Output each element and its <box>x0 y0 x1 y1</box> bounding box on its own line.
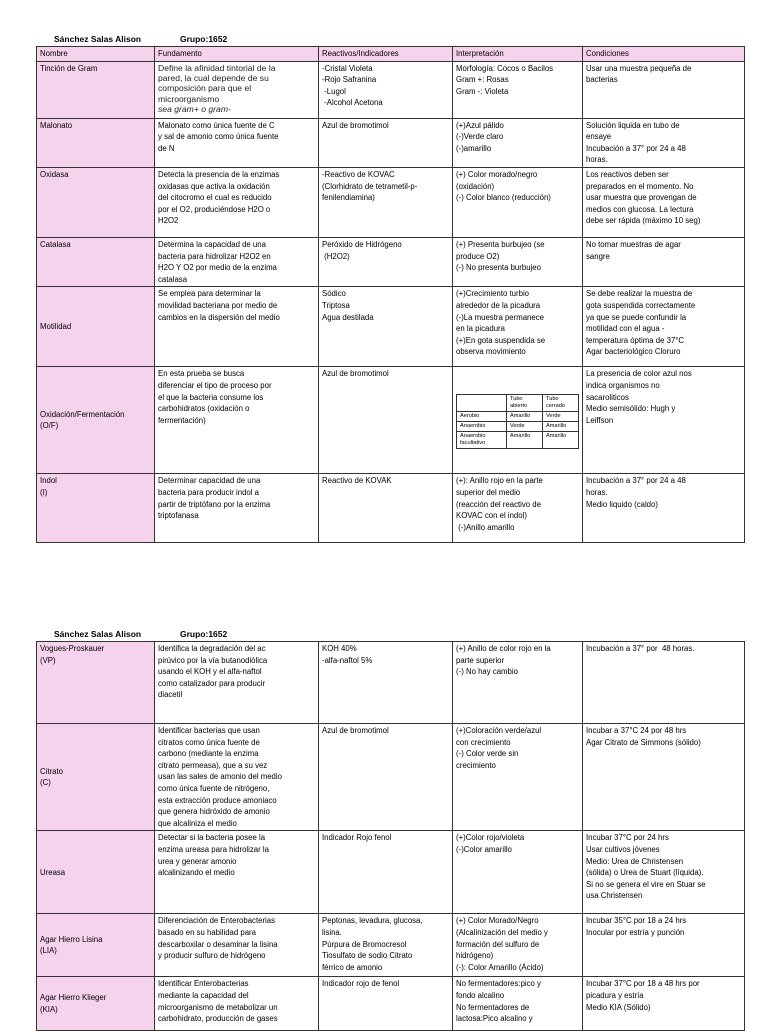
cell-line: Incubación a 37° por 24 a 48 <box>586 143 686 153</box>
cell-line: medios con glucosa. La lectura <box>586 204 694 214</box>
cell-line: Leiffson <box>586 415 614 425</box>
test-name-cell <box>37 474 155 543</box>
reactivos-cell <box>319 61 453 118</box>
cell-line: Se emplea para determinar la <box>158 289 261 299</box>
fundamento-cell <box>155 167 319 237</box>
cell-line: (reacción del reactivo de <box>456 499 541 509</box>
cell-line: -Rojo Safranina <box>322 75 377 85</box>
cell-line: (-) No presenta burbujeo <box>456 263 541 273</box>
condiciones-cell <box>583 914 745 977</box>
interpretacion-cell <box>453 287 583 367</box>
cell-line: por el O2, produciéndose H2O o <box>158 204 271 214</box>
reactivos-cell <box>319 237 453 286</box>
col-header: Interpretación <box>453 47 583 62</box>
condiciones-cell <box>583 167 745 237</box>
cell-line: usa Christensen <box>586 891 643 901</box>
cell-line: Se debe realizar la muestra de <box>586 289 693 299</box>
cell-line: Incubación a 37° por 24 a 48 <box>586 476 686 486</box>
cell-line: gota suspendida correctamente <box>586 300 696 310</box>
reactivos-cell <box>319 118 453 167</box>
page1-header <box>54 34 227 44</box>
cell-line: (+)Crecimiento turbio <box>456 289 530 299</box>
cell-line: lactosa:Pico alcalino y <box>456 1014 533 1024</box>
condiciones-cell <box>583 831 745 914</box>
cell-line: temperatura óptima de 37°C <box>586 335 685 345</box>
fundamento-cell <box>155 61 319 118</box>
cell-line: picadura y estría <box>586 990 644 1000</box>
condiciones-cell <box>583 237 745 286</box>
cell-line: (KIA) <box>40 1004 58 1014</box>
cell-line: formación del sulfuro de <box>456 939 540 949</box>
cell-line: (I) <box>40 487 48 497</box>
cell-line: Oxidación/Fermentación <box>40 409 125 419</box>
cell-line: oxidasas que activa la oxidación <box>158 181 270 191</box>
mini-cell: Verde <box>543 412 579 422</box>
cell-line: Reactivo de KOVAK <box>322 476 392 486</box>
condiciones-cell <box>583 287 745 367</box>
condiciones-cell <box>583 61 745 118</box>
cell-line: No fermentadores de <box>456 1002 530 1012</box>
fundamento-cell <box>155 118 319 167</box>
cell-line: urea y generar amonio <box>158 856 237 866</box>
cell-line: Indicador Rojo fenol <box>322 833 392 843</box>
test-name-cell <box>37 287 155 367</box>
cell-line: (+) Color Morado/Negro <box>456 916 539 926</box>
cell-line: Identificar Enterobacterias <box>158 979 249 989</box>
cell-line: Si no se genera el vire en Stuar se <box>586 879 706 889</box>
cell-line: microorganismo de metabolizar un <box>158 1002 278 1012</box>
cell-line: Oxidasa <box>40 169 69 179</box>
cell-line: descarboxilar o desaminar la lisina <box>158 939 278 949</box>
cell-line: fondo alcalino <box>456 990 505 1000</box>
interpretacion-cell <box>453 118 583 167</box>
cell-line: KOVAC con el indol) <box>456 511 527 521</box>
condiciones-cell <box>583 642 745 724</box>
fundamento-cell <box>155 831 319 914</box>
table-row <box>37 367 745 474</box>
cell-line: usando el KOH y el alfa-naftol <box>158 667 262 677</box>
cell-line: debe ser rápida (máximo 10 seg) <box>586 216 701 226</box>
table-row <box>37 831 745 914</box>
cell-line: No fermentadores:pico y <box>456 979 541 989</box>
table-row <box>37 724 745 831</box>
test-name-cell <box>37 642 155 724</box>
cell-line: -alfa-naftol 5% <box>322 655 373 665</box>
cell-line: Usar una muestra pequeña de <box>586 63 692 73</box>
cell-line: como única fuente de nitrógeno, <box>158 783 270 793</box>
cell-line: (-)Anillo amarillo <box>456 522 515 532</box>
cell-line: microorganismo <box>158 93 220 104</box>
mini-cell: Verde <box>507 422 543 432</box>
cell-line: diacetil <box>158 690 183 700</box>
table-row <box>37 914 745 977</box>
cell-line: hidrógeno) <box>456 951 494 961</box>
cell-line: ya que se puede confundir la <box>586 312 687 322</box>
cell-line: horas. <box>586 487 608 497</box>
cell-line: En esta prueba se busca <box>158 369 245 379</box>
reactivos-cell <box>319 724 453 831</box>
cell-line: Indol <box>40 476 57 486</box>
fundamento-cell <box>155 474 319 543</box>
table-row <box>457 412 579 422</box>
cell-line: Agar bacteriológico Cloruro <box>586 347 681 357</box>
table-row <box>37 642 745 724</box>
cell-line: (-)La muestra permanece <box>456 312 544 322</box>
mini-cell: Tubo cerrado <box>543 395 579 412</box>
mini-cell: Amarillo <box>507 412 543 422</box>
table-header-row <box>37 47 745 62</box>
cell-line: composición para que el <box>158 83 252 94</box>
cell-line: mediante la capacidad del <box>158 990 249 1000</box>
cell-line: en la picadura <box>456 324 505 334</box>
cell-line: triptofanasa <box>158 511 199 521</box>
condiciones-cell <box>583 977 745 1031</box>
condiciones-cell <box>583 474 745 543</box>
cell-line: -Alcohol Acetona <box>322 98 383 108</box>
cell-line: parte superior <box>456 655 505 665</box>
cell-line: basado en su habilidad para <box>158 927 256 937</box>
test-name-cell <box>37 237 155 286</box>
table-row <box>37 237 745 286</box>
cell-line: cambios en la dispersión del medio <box>158 312 280 322</box>
cell-line: Gram +: Rosas <box>456 75 509 85</box>
interpretacion-cell <box>453 367 583 474</box>
cell-line: Determina la capacidad de una <box>158 239 266 249</box>
fundamento-cell <box>155 287 319 367</box>
test-name-cell <box>37 118 155 167</box>
cell-line: bacteria para producir indol a <box>158 487 259 497</box>
cell-line: Malonato como única fuente de C <box>158 120 275 130</box>
cell-line: (-)Color amarillo <box>456 844 512 854</box>
cell-line: Ureasa <box>40 867 66 877</box>
cell-line: usan las sales de amonio del medio <box>158 772 282 782</box>
interpretacion-cell <box>453 977 583 1031</box>
cell-line: Medio: Urea de Christensen <box>586 856 684 866</box>
cell-line: Identificar bacterias que usan <box>158 726 260 735</box>
cell-line: La presencia de color azul nos <box>586 369 692 379</box>
cell-line: Tinción de Gram <box>40 63 98 73</box>
cell-line: Tiosulfato de sodio Citrato <box>322 951 413 961</box>
cell-line: carbohidratos (oxidación o <box>158 404 250 414</box>
cell-line: Peróxido de Hidrógeno <box>322 239 402 249</box>
group-label: Grupo:1652 <box>180 34 228 44</box>
cell-line: No tomar muestras de agar <box>586 239 681 249</box>
cell-line: Los reactivos deben ser <box>586 169 669 179</box>
interpretacion-cell <box>453 237 583 286</box>
cell-line: pirúvico por la vía butanodiólica <box>158 655 268 665</box>
cell-line: Vogues-Proskauer <box>40 644 105 653</box>
cell-line: H2O2 <box>158 216 179 226</box>
table-row <box>37 287 745 367</box>
table-row <box>457 422 579 432</box>
cell-line: esta extracción produce amoniaco <box>158 795 277 805</box>
cell-line: diferenciar el tipo de proceso por <box>158 380 272 390</box>
cell-line: (-)Verde claro <box>456 132 504 142</box>
cell-line: Medio semisólido: Hugh y <box>586 404 676 414</box>
mini-cell: Amarillo <box>507 432 543 449</box>
cell-line: Medio liquido (caldo) <box>586 499 658 509</box>
cell-line: Sódico <box>322 289 346 299</box>
cell-line: alcalinizando el medio <box>158 868 235 878</box>
cell-line: Detecta la presencia de la enzimas <box>158 169 280 179</box>
cell-line: sacaroliticos <box>586 392 629 402</box>
reactivos-cell <box>319 367 453 474</box>
cell-line: Incubación a 37° por 48 horas. <box>586 644 695 653</box>
cell-line: (+)Color rojo/violeta <box>456 833 525 843</box>
cell-line: del citocromo el cual es reducido <box>158 193 272 203</box>
condiciones-cell <box>583 724 745 831</box>
mini-cell <box>457 395 507 412</box>
cell-line: Agar Citrato de Simmons (sólido) <box>586 737 701 747</box>
cell-line: superior del medio <box>456 487 521 497</box>
cell-line: lisina. <box>322 927 342 937</box>
cell-line: citrato permeasa), que a su vez <box>158 760 268 770</box>
student-name: Sánchez Salas Alison <box>54 34 142 44</box>
cell-line: movilidad bacteriana por medio de <box>158 300 278 310</box>
condiciones-cell <box>583 367 745 474</box>
cell-line: Medio KIA (Sólido) <box>586 1002 651 1012</box>
cell-line: Incubar 37°C por 18 a 48 hrs por <box>586 979 700 989</box>
mini-cell: Amarillo <box>543 432 579 449</box>
fundamento-cell <box>155 237 319 286</box>
cell-line: motilidad con el agua - <box>586 324 665 334</box>
cell-line: (Clorhidrato de tetrametil-p- <box>322 181 418 191</box>
cell-line: carbono (mediante la enzima <box>158 749 259 759</box>
cell-line: -Cristal Violeta <box>322 63 373 73</box>
cell-line: (+) Presenta burbujeo (se <box>456 239 545 249</box>
cell-line: ensaye <box>586 132 612 142</box>
interpretacion-cell <box>453 167 583 237</box>
cell-line: (-) Color verde sin <box>456 749 519 759</box>
cell-line: (O/F) <box>40 421 59 431</box>
cell-line: (-) No hay cambio <box>456 667 518 677</box>
cell-line: -Lugol <box>322 86 346 96</box>
cell-line: (VP) <box>40 655 56 665</box>
cell-line: (+)Coloración verde/azul <box>456 726 542 735</box>
cell-line: usar muestra que provengan de <box>586 193 697 203</box>
cell-line: observa movimiento <box>456 347 526 357</box>
cell-line: Triptosa <box>322 300 350 310</box>
cell-line: Azul de bromotimol <box>322 726 389 735</box>
interpretacion-cell <box>453 642 583 724</box>
cell-line: Incubar 35°C por 18 a 24 hrs <box>586 916 687 926</box>
cell-line: (oxidación) <box>456 181 495 191</box>
table-row <box>37 977 745 1031</box>
interpretacion-cell <box>453 724 583 831</box>
cell-line: y producir sulfuro de hidrógeno <box>158 951 266 961</box>
interpretacion-cell <box>453 474 583 543</box>
cell-line: Detectar si la bacteria posee la <box>158 833 266 843</box>
cell-line: Incubar 37°C por 24 hrs <box>586 833 669 843</box>
fundamento-cell <box>155 367 319 474</box>
table-row <box>457 395 579 412</box>
cell-line: sea gram+ o gram- <box>158 104 231 115</box>
cell-line: Indicador rojo de fenol <box>322 979 400 989</box>
cell-line: Diferenciación de Enterobacterias <box>158 916 276 926</box>
cell-line: (+)En gota suspendida se <box>456 335 546 345</box>
table-row <box>37 118 745 167</box>
interpretacion-cell <box>453 61 583 118</box>
cell-line: Agua destilada <box>322 312 374 322</box>
condiciones-cell <box>583 118 745 167</box>
cell-line: Morfología: Cocos o Bacilos <box>456 63 554 73</box>
col-header: Reactivos/Indicadores <box>319 47 453 62</box>
cell-line: el que la bacteria consume los <box>158 392 264 402</box>
cell-line: sangre <box>586 251 610 261</box>
cell-line: enzima ureasa para hidrolizar la <box>158 844 269 854</box>
cell-line: KOH 40% <box>322 644 357 653</box>
cell-line: Inocular por estría y punción <box>586 927 685 937</box>
table-row <box>37 474 745 543</box>
group-label: Grupo:1652 <box>180 629 228 639</box>
cell-line: Motilidad <box>40 322 72 332</box>
cell-line: Azul de bromotimol <box>322 120 389 130</box>
cell-line: (+) Anillo de color rojo en la <box>456 644 551 653</box>
cell-line: (+): Anillo rojo en la parte <box>456 476 543 486</box>
cell-line: -Reactivo de KOVAC <box>322 169 395 179</box>
col-header: Condiciones <box>583 47 745 62</box>
cell-line: Identifica la degradación del ac <box>158 644 266 653</box>
col-header: Nombre <box>37 47 155 62</box>
fundamento-cell <box>155 642 319 724</box>
cell-line: (sólida) o Urea de Stuart (líquida). <box>586 868 704 878</box>
cell-line: Solución liquida en tubo de <box>586 120 680 130</box>
cell-line: crecimiento <box>456 760 496 770</box>
cell-line: indica organismos no <box>586 380 660 390</box>
cell-line: Gram -: Violeta <box>456 86 509 96</box>
cell-line: catalasa <box>158 274 188 284</box>
cell-line: carbohidrato, producción de gases <box>158 1014 278 1024</box>
page1-table <box>36 46 745 543</box>
cell-line: y sal de amonio como única fuente <box>158 132 279 142</box>
cell-line: partir de triptófano por la enzima <box>158 499 271 509</box>
cell-line: férrico de amonio <box>322 962 383 972</box>
table-row <box>37 167 745 237</box>
cell-line: Catalasa <box>40 239 71 249</box>
cell-line: Determinar capacidad de una <box>158 476 261 486</box>
cell-line: (Alcalinización del medio y <box>456 927 548 937</box>
cell-line: (LIA) <box>40 946 57 956</box>
cell-line: fermentación) <box>158 415 206 425</box>
reactivos-cell <box>319 914 453 977</box>
cell-line: con crecimiento <box>456 737 511 747</box>
reactivos-cell <box>319 167 453 237</box>
cell-line: Azul de bromotimol <box>322 369 389 379</box>
interpretacion-cell <box>453 914 583 977</box>
test-name-cell <box>37 61 155 118</box>
cell-line: fenilendiamina) <box>322 193 375 203</box>
cell-line: (-) Color blanco (reducción) <box>456 193 551 203</box>
cell-line: bacterias <box>586 75 618 85</box>
cell-line: que alcaliniza el medio <box>158 818 237 828</box>
table-row <box>37 61 745 118</box>
cell-line: (H2O2) <box>322 251 350 261</box>
of-result-table <box>456 394 579 449</box>
test-name-cell <box>37 831 155 914</box>
mini-cell: Amarillo <box>543 422 579 432</box>
cell-line: Define la afinidad tintorial de la <box>158 62 276 73</box>
cell-line: Agar Hierro Klieger <box>40 993 107 1003</box>
col-header: Fundamento <box>155 47 319 62</box>
cell-line: Agar Hierro Lisina <box>40 934 103 944</box>
cell-line: Incubar a 37°C 24 por 48 hrs <box>586 726 687 735</box>
mini-cell: Tubo abierto <box>507 395 543 412</box>
cell-line: (-)amarillo <box>456 143 492 153</box>
reactivos-cell <box>319 474 453 543</box>
mini-cell: Anaerobio facultativo <box>457 432 507 449</box>
cell-line: Peptonas, levadura, glucosa, <box>322 916 423 926</box>
cell-line: produce O2) <box>456 251 500 261</box>
fundamento-cell <box>155 977 319 1031</box>
cell-line: Púrpura de Bromocresol <box>322 939 407 949</box>
test-name-cell <box>37 367 155 474</box>
cell-line: Usar cultivos jóvenes <box>586 844 660 854</box>
mini-cell: Aerobio <box>457 412 507 422</box>
test-name-cell <box>37 724 155 831</box>
cell-line: horas. <box>586 155 608 165</box>
cell-line: bacteria para hidrolizar H2O2 en <box>158 251 271 261</box>
cell-line: (-): Color Amarillo (Ácido) <box>456 962 544 972</box>
table-row <box>457 432 579 449</box>
test-name-cell <box>37 167 155 237</box>
fundamento-cell <box>155 914 319 977</box>
test-name-cell <box>37 914 155 977</box>
cell-line: que genera hidróxido de amonio <box>158 807 270 817</box>
cell-line: como catalizador para producir <box>158 678 266 688</box>
cell-line: citratos como única fuente de <box>158 737 260 747</box>
cell-line: (+) Color morado/negro <box>456 169 538 179</box>
reactivos-cell <box>319 977 453 1031</box>
cell-line: pared, la cual depende de su <box>158 73 269 83</box>
test-name-cell <box>37 977 155 1031</box>
cell-line: (C) <box>40 778 51 788</box>
interpretacion-cell <box>453 831 583 914</box>
cell-line: alrededor de la picadura <box>456 300 541 310</box>
cell-line: (+)Azul pálido <box>456 120 504 130</box>
cell-line: Malonato <box>40 120 73 130</box>
cell-line: preparados en el momento. No <box>586 181 694 191</box>
page2-table <box>36 641 745 1031</box>
page2-header <box>54 629 227 639</box>
reactivos-cell <box>319 287 453 367</box>
student-name: Sánchez Salas Alison <box>54 629 142 639</box>
cell-line: de N <box>158 143 175 153</box>
cell-line: Citrato <box>40 766 63 776</box>
fundamento-cell <box>155 724 319 831</box>
reactivos-cell <box>319 831 453 914</box>
cell-line: H2O Y O2 por medio de la enzima <box>158 263 277 273</box>
reactivos-cell <box>319 642 453 724</box>
mini-cell: Anaerobio <box>457 422 507 432</box>
